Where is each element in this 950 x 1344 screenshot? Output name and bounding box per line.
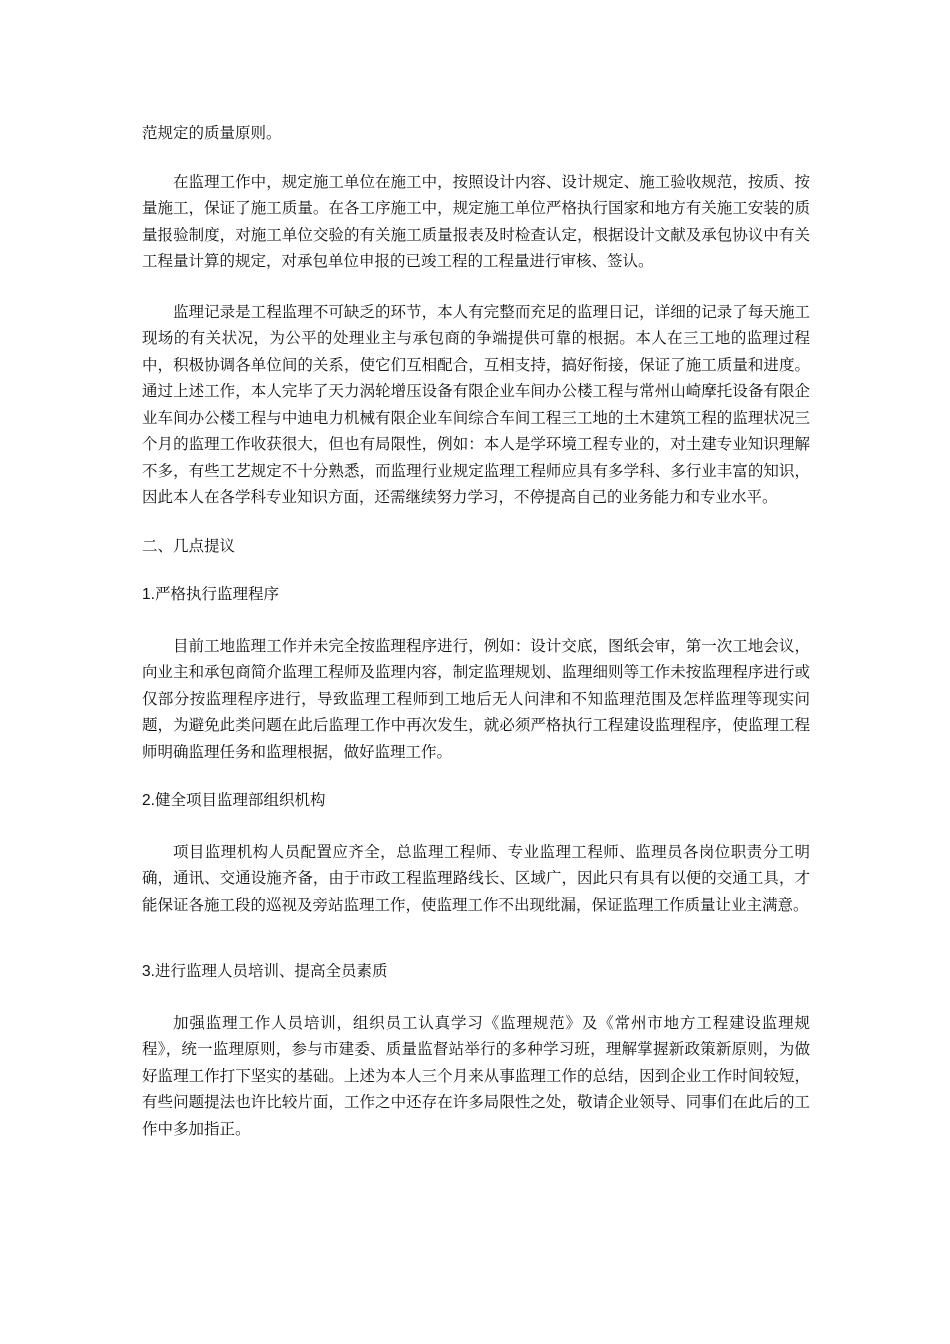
item-heading-3 <box>142 958 810 986</box>
item-number-3: 3. <box>142 963 155 980</box>
paragraph-supervision-records: 监理记录是工程监理不可缺乏的环节，本人有完整而充足的监理日记，详细的记录了每天施工现场的有关状况，为公平的处理业主与承包商的争端提供可靠的根据。本人在三工地的监理过程中，积极协调各单位间的关系，使它们互相配合，互相支持，搞好衔接，保证了施工质量和进度。通过上述工作，本人完毕了天力涡轮增压设备有限企业车间办公楼工程与常州山崎摩托设备有限企业车间办公楼工程与中迪电力机械有限企业车间综合车间工程三工地的土木建筑工程的监理状况三个月的监理工作收获很大，但也有局限性，例如：本人是学环境工程专业的，对土建专业知识理解不多，有些工艺规定不十分熟悉，而监理行业规定监理工程师应具有多学科、多行业丰富的知识，因此本人在各学科专业知识方面，还需继续努力学习，不停提高自己的业务能力和专业水平。 <box>142 302 810 506</box>
paragraph-continuation: 范规定的质量原则。 <box>142 124 282 142</box>
item-heading-1 <box>142 581 810 609</box>
section-heading-suggestions: 二、几点提议 <box>142 536 236 555</box>
item-body-3: 加强监理工作人员培训，组织员工认真学习《监理规范》及《常州市地方工程建设监理规程》，统一监理原则，参与市建委、质量监督站举行的多种学习班，理解掌握新政策新原则，为做好监理工作打下坚实的基础。上述为本人三个月来从事监理工作的总结，因到企业工作时间较短，有些问题提法也许比较片面，工作之中还存在许多局限性之处，敬请企业领导、同事们在此后的工作中多加指正。 <box>142 1013 810 1138</box>
item-body-2: 项目监理机构人员配置应齐全，总监理工程师、专业监理工程师、监理员各岗位职责分工明确，通讯、交通设施齐备，由于市政工程监理路线长、区域广，因此只有具有以便的交通工具，才能保证各施工段的巡视及旁站监理工作，使监理工作不出现纰漏，保证监理工作质量让业主满意。 <box>142 842 810 914</box>
item-number-1: 1. <box>142 586 155 603</box>
item-title-2: 健全项目监理部组织机构 <box>154 791 326 809</box>
item-number-2: 2. <box>142 792 155 809</box>
item-heading-2 <box>142 787 810 815</box>
document-page <box>142 120 810 1142</box>
item-title-1: 严格执行监理程序 <box>154 585 279 603</box>
item-body-1: 目前工地监理工作并未完全按监理程序进行，例如：设计交底，图纸会审，第一次工地会议，向业主和承包商简介监理工程师及监理内容，制定监理规划、监理细则等工作未按监理程序进行或仅部分按监理程序进行，导致监理工程师到工地后无人问津和不知监理范围及怎样监理等现实问题，为避免此类问题在此后监理工作中再次发生，就必须严格执行工程建设监理程序，使监理工程师明确监理任务和监理根据，做好监理工作。 <box>142 636 810 761</box>
item-title-3: 进行监理人员培训、提高全员素质 <box>154 962 388 980</box>
paragraph-supervision-work: 在监理工作中，规定施工单位在施工中，按照设计内容、设计规定、施工验收规范，按质、按量施工，保证了施工质量。在各工序施工中，规定施工单位严格执行国家和地方有关施工安装的质量报验制度，对施工单位交验的有关施工质量报表及时检查认定，根据设计文献及承包协议中有关工程量计算的规定，对承包单位申报的已竣工程的工程量进行审核、签认。 <box>142 172 810 270</box>
